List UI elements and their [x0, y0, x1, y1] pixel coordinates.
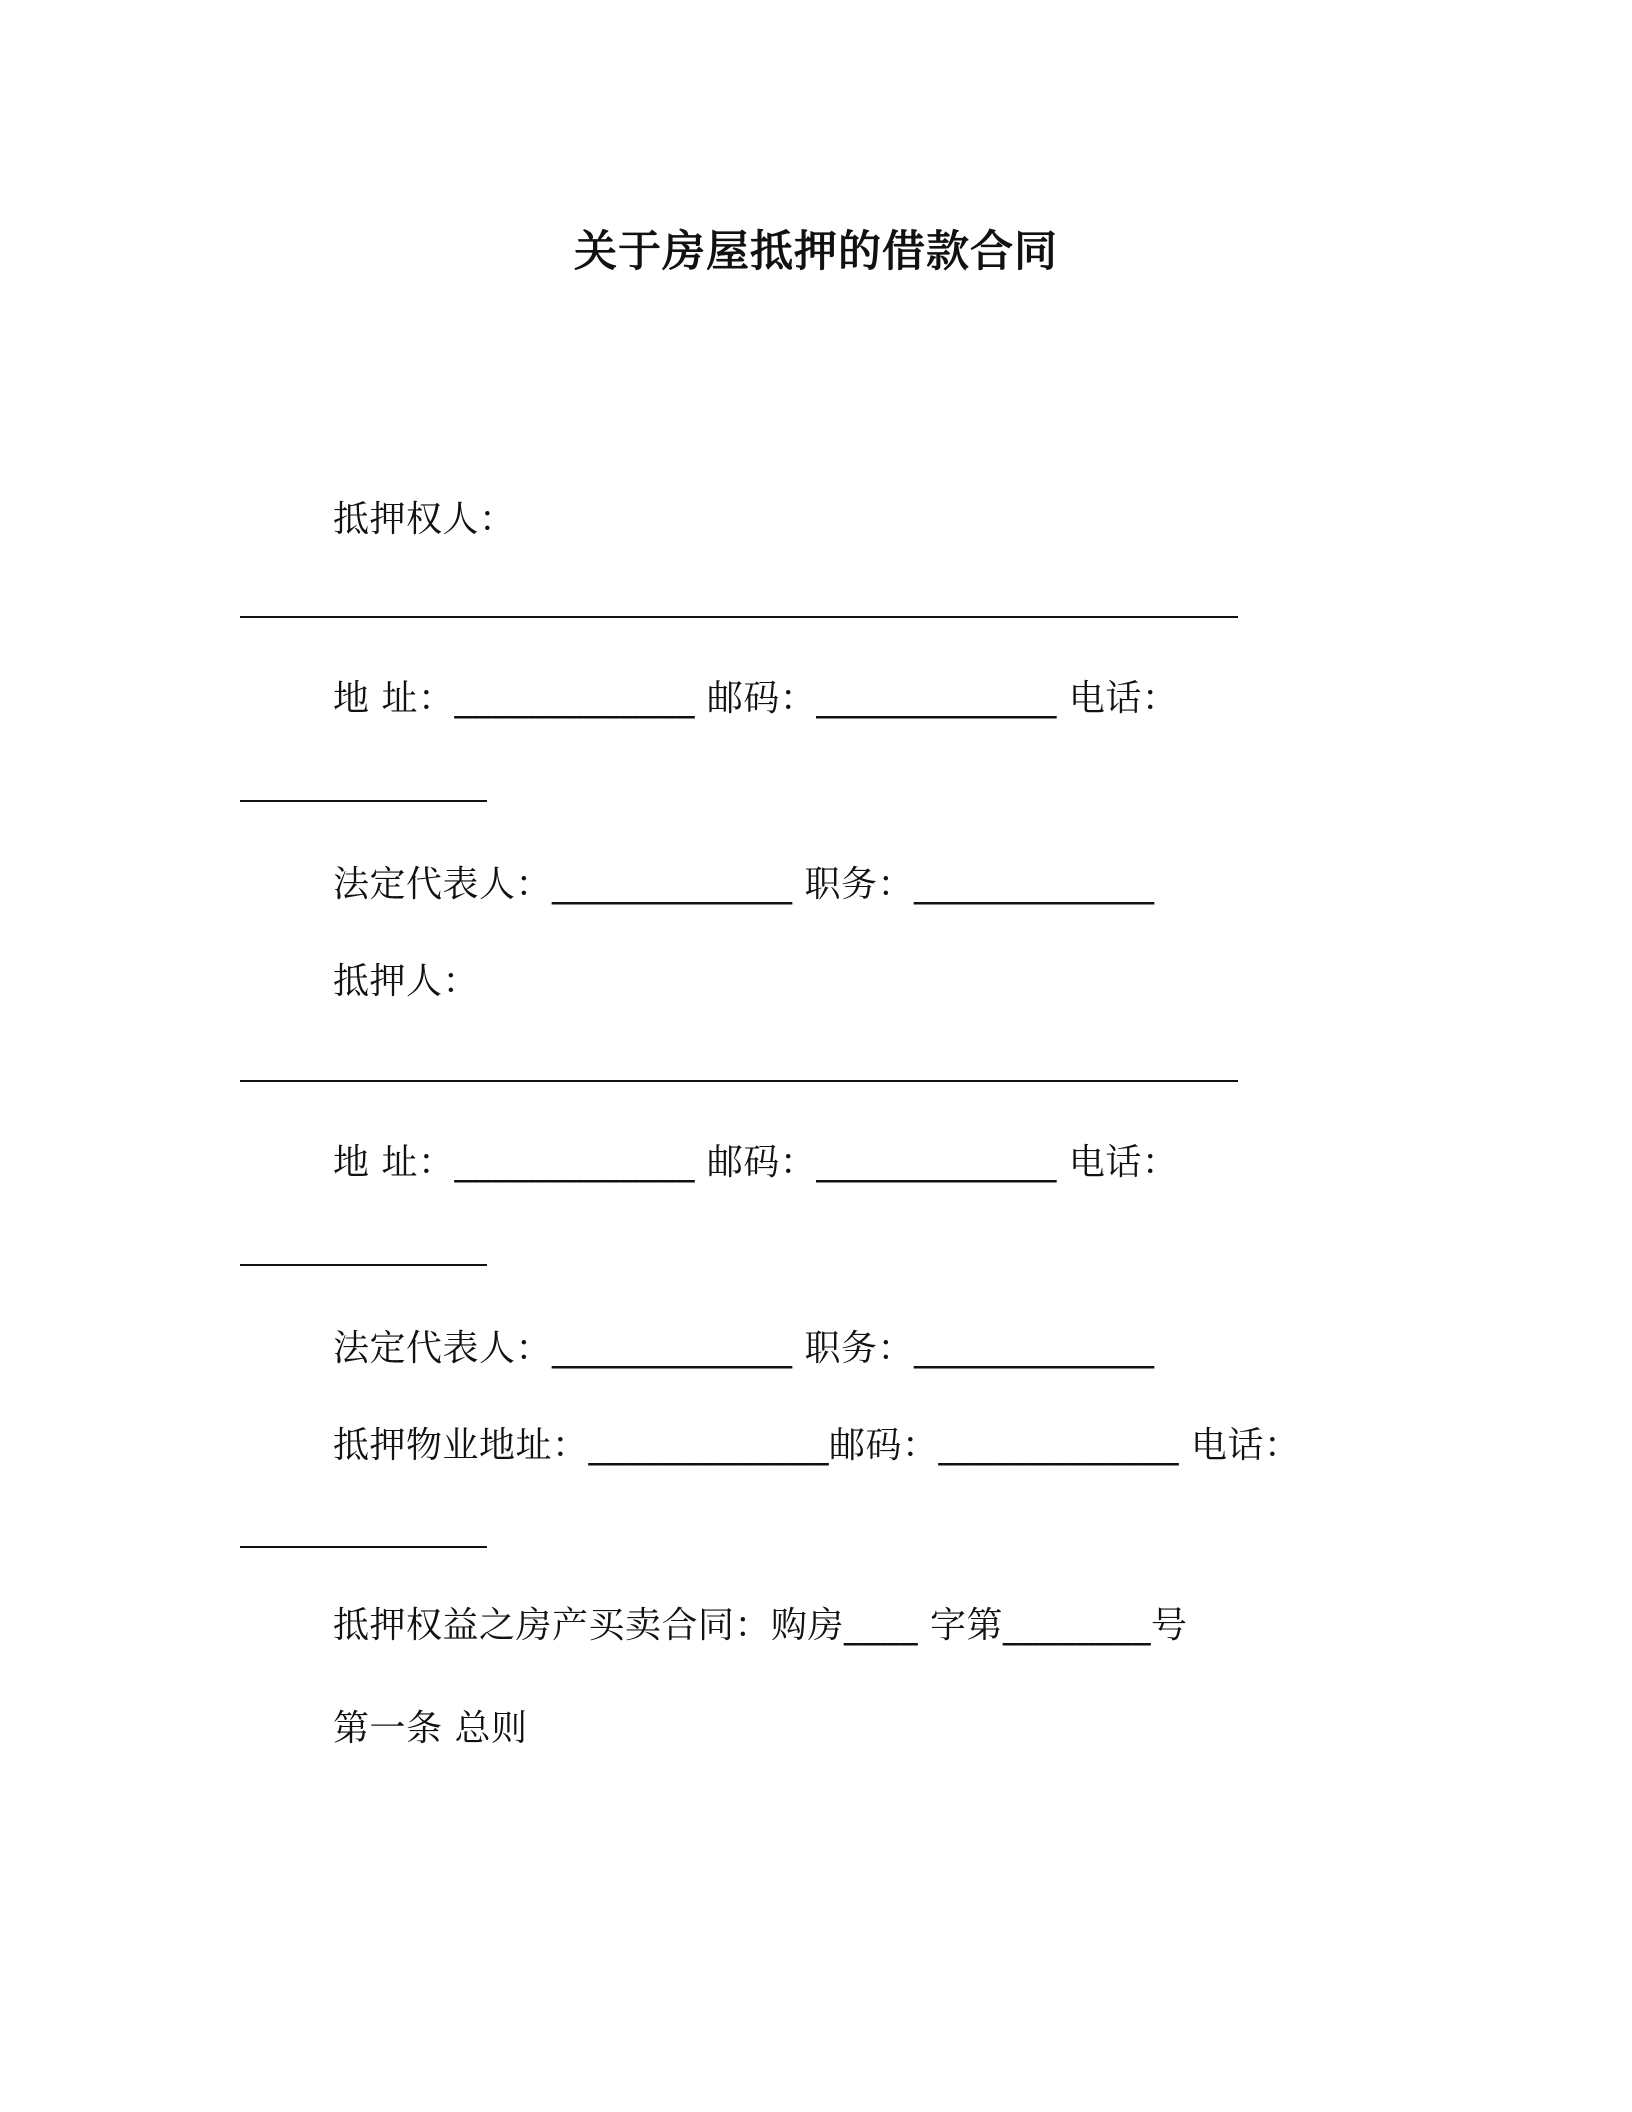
mortgagor-label: 抵押人： [333, 961, 480, 1002]
mortgagee-address-line: 地 址：_____________ 邮码：_____________ 电话： [333, 678, 1179, 719]
document-title: 关于房屋抵押的借款合同 [574, 227, 1058, 277]
mortgagor-address-line: 地 址：_____________ 邮码：_____________ 电话： [333, 1142, 1179, 1183]
mortgagor-phone-blank-line [240, 1264, 487, 1266]
mortgagee-name-blank-line [240, 616, 1238, 618]
property-phone-blank-line [240, 1546, 487, 1548]
property-address-line: 抵押物业地址：_____________邮码：_____________ 电话： [333, 1425, 1301, 1466]
mortgagee-phone-blank-line [240, 800, 487, 802]
mortgagor-representative-line: 法定代表人：_____________ 职务：_____________ [333, 1328, 1155, 1369]
mortgagee-label: 抵押权人： [333, 499, 516, 540]
purchase-contract-line: 抵押权益之房产买卖合同：购房____ 字第________号 [333, 1605, 1188, 1646]
mortgagor-name-blank-line [240, 1080, 1238, 1082]
mortgagee-representative-line: 法定代表人：_____________ 职务：_____________ [333, 864, 1155, 905]
article-one-heading: 第一条 总则 [333, 1708, 528, 1749]
